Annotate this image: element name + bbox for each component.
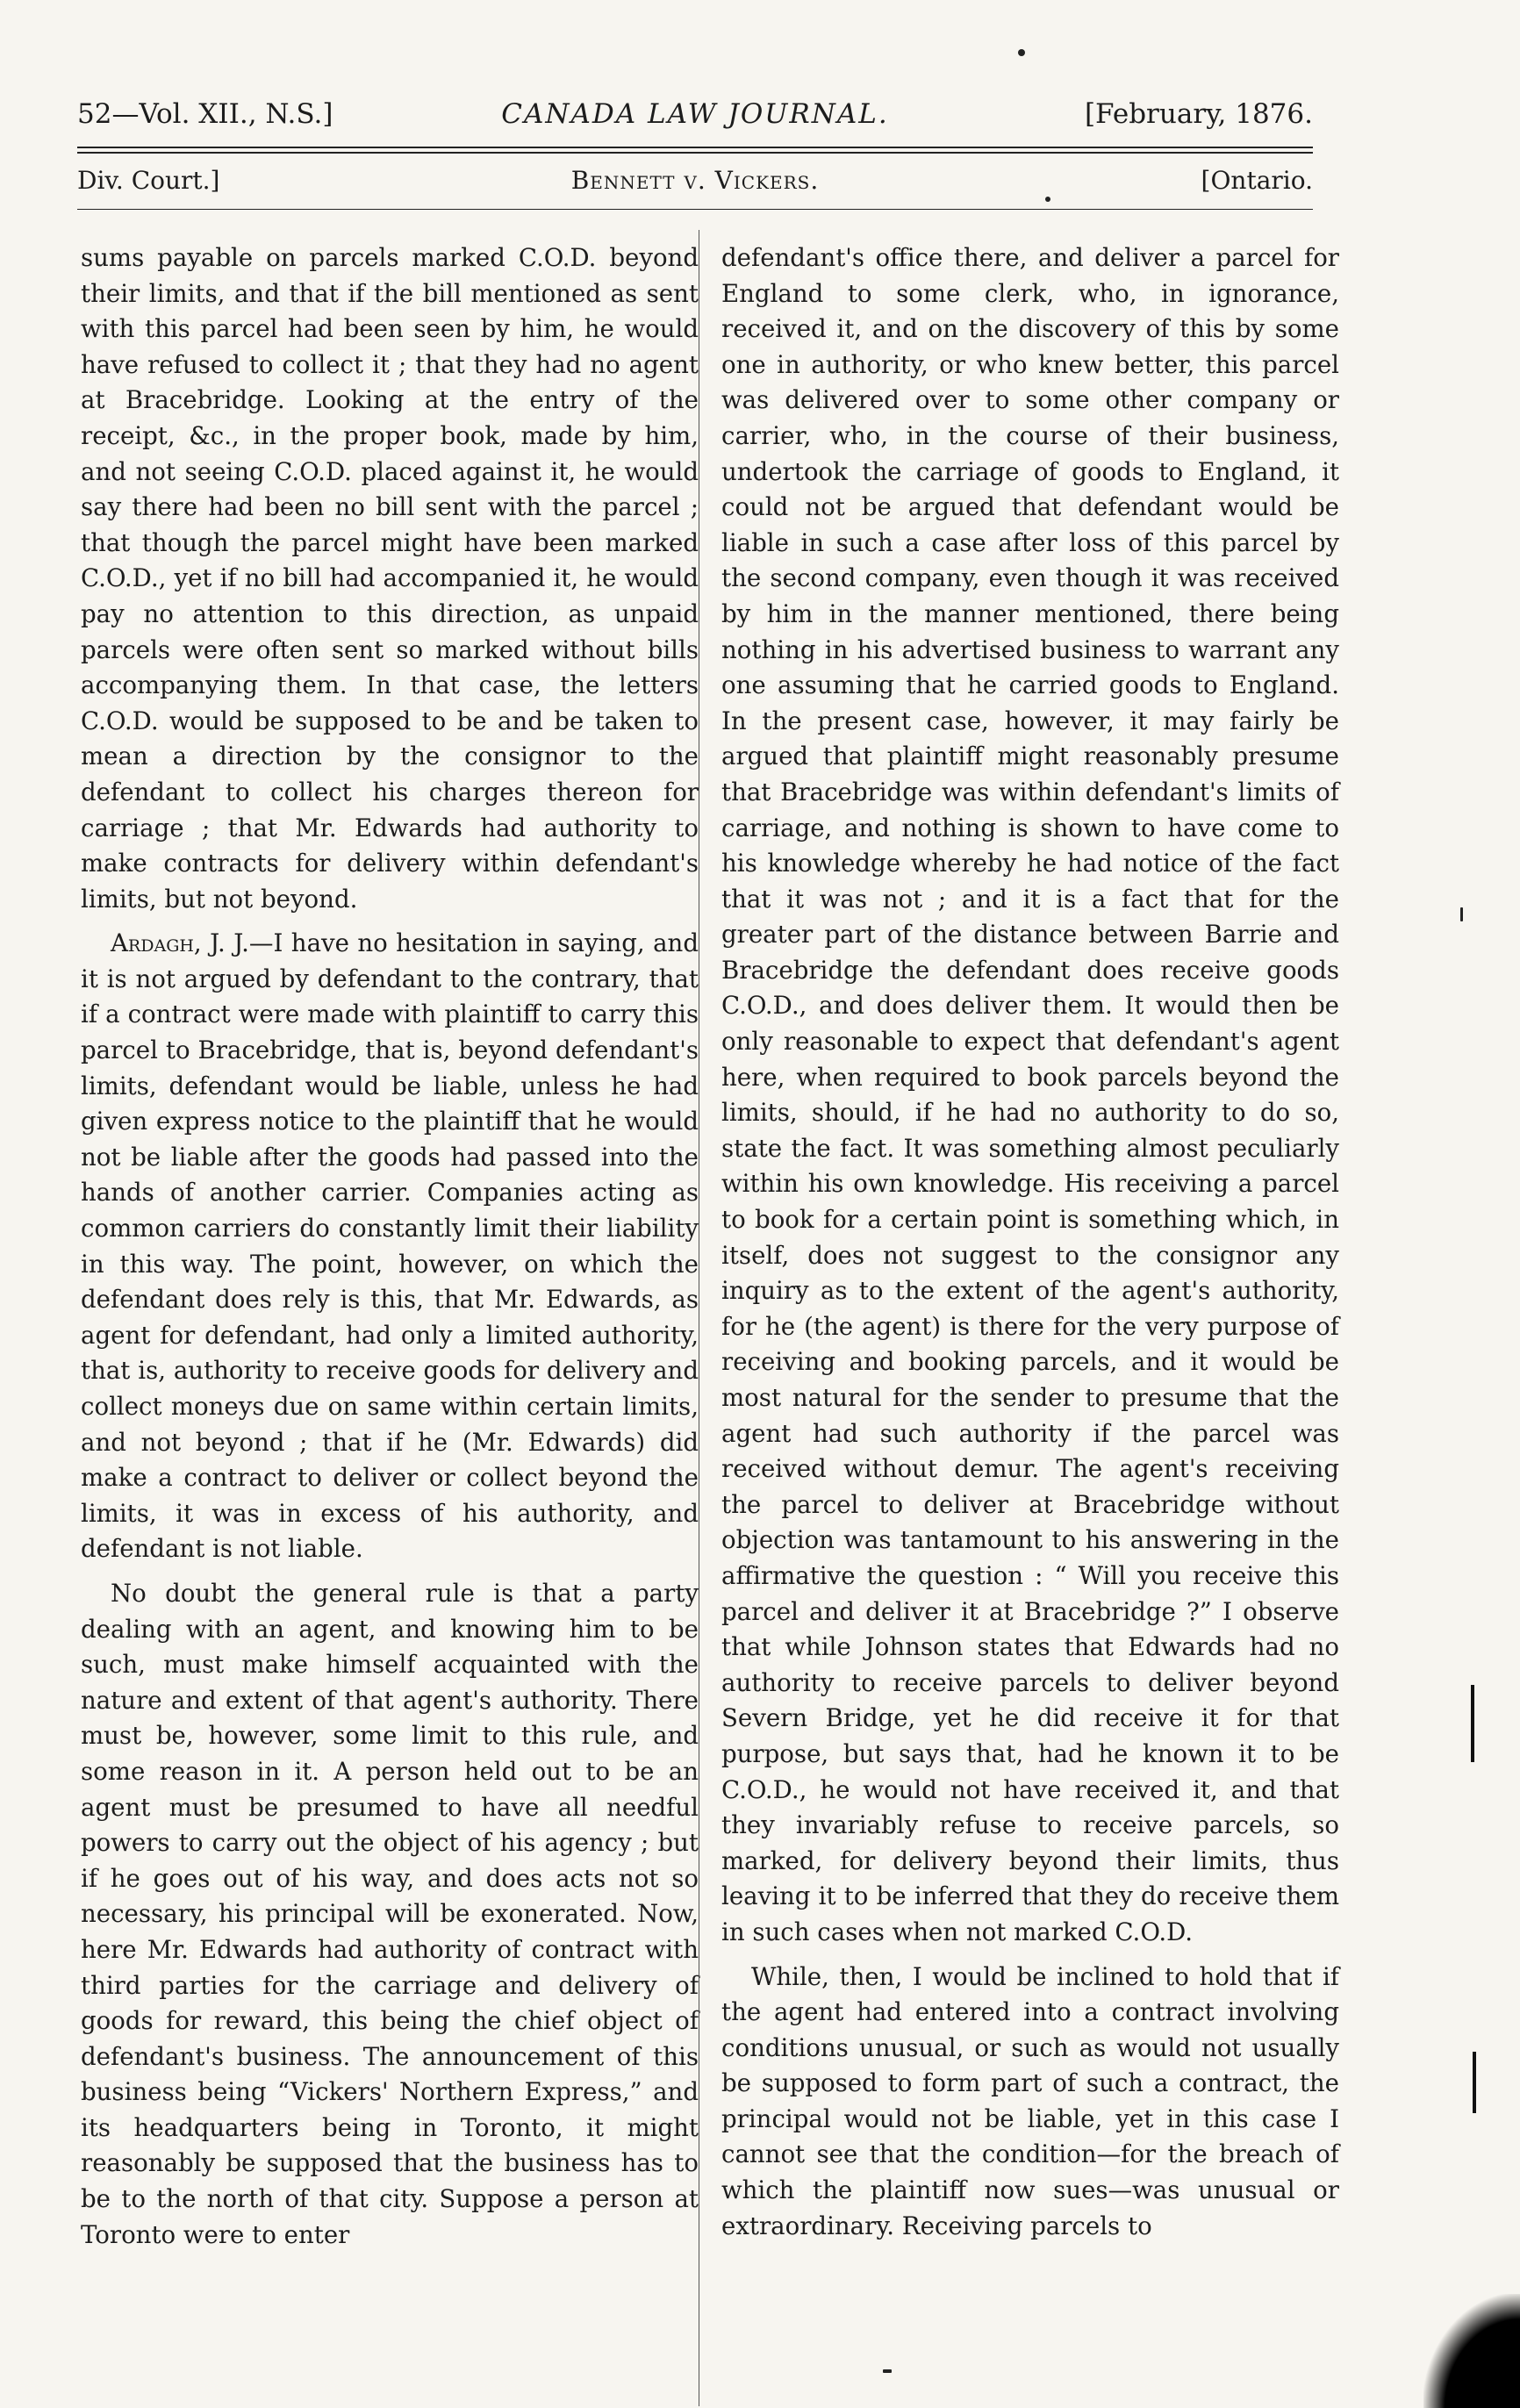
paragraph: While, then, I would be inclined to hold that if the agent had entered into a contract involving conditions unusual, or such as would not usually be supposed to form part of such a contract, the principal would not be liable, yet in this case I cannot see that the condition—for the breach of which the plaintiff now sues—was unusual or extraordinary. Receiving parcels to bbox=[721, 1961, 1339, 2240]
paragraph-text: —I have no hesitation in saying, and it is not argued by defendant to the contrary, that if a contract were made with plaintiff to carry this parcel to Bracebridge, that is, beyond defendant's limits, defendant would be liable, unless he had given express notice to the plaintiff that he would not be liable after the goods had passed into the hands of another carrier. Companies acting as common carriers do constantly limit their liability in this way. The point, however, on which the defendant does rely is this, that Mr. Edwards, as agent for defendant, had only a limited authority, that is, authority to receive goods for delivery and collect moneys due on same within certain limits, and not beyond ; that if he (Mr. Edwards) did make a contract to deliver or collect beyond the limits, it was in excess of his authority, and defendant is not liable. bbox=[81, 928, 699, 1564]
case-header-rule bbox=[77, 209, 1313, 210]
scan-speck bbox=[1018, 49, 1025, 56]
case-header bbox=[77, 156, 1313, 205]
judge-name: Ardagh, J. J. bbox=[111, 928, 249, 958]
scan-speck bbox=[1045, 197, 1050, 202]
paragraph: No doubt the general rule is that a party dealing with an agent, and knowing him to be such, must make himself acquainted with the nature and extent of that agent's authority. There must be, however, some limit to this rule, and some reason in it. A person held out to be an agent must be presumed to have all needful powers to carry out the object of his agency ; but if he goes out of his way, and does acts not so necessary, his principal will be exonerated. Now, here Mr. Edwards had authority of contract with third parties for the carriage and delivery of goods for reward, this being the chief object of defendant's business. The announcement of this business being “Vickers' Northern Express,” and its headquarters being in Toronto, it might reasonably be supposed that the business has to be to the north of that city. Suppose a person at Toronto were to enter bbox=[81, 1578, 699, 2249]
paragraph-ardagh bbox=[81, 926, 699, 1567]
province-label: [Ontario. bbox=[1201, 166, 1313, 195]
scan-corner-shadow bbox=[1423, 2294, 1520, 2408]
page-volume: 52—Vol. XII., N.S.] bbox=[77, 98, 333, 130]
case-name: Bennett v. Vickers. bbox=[570, 166, 820, 195]
court-label: Div. Court.] bbox=[77, 166, 220, 195]
issue-date: [February, 1876. bbox=[1084, 98, 1313, 130]
scan-mark bbox=[1473, 2052, 1476, 2113]
running-header bbox=[77, 88, 1313, 140]
paragraph: defendant's office there, and deliver a parcel for England to some clerk, who, in ignorance, received it, and on the discovery of this by some one in authority, or who knew better, this parcel was delivered over to some other company or carrier, who, in the course of their business, undertook the carriage of goods to England, it could not be argued that defendant would be liable in such a case after loss of this parcel by the second company, even though it was received by him in the manner mentioned, there being nothing in his advertised business to warrant any one assuming that he carried goods to England. In the present case, however, it may fairly be argued that plaintiff might reasonably presume that Bracebridge was within defendant's limits of carriage, and nothing is shown to have come to his knowledge whereby he had notice of the fact that it was not ; and it is a fact that for the greater part of the distance between Barrie and Bracebridge the defendant does receive goods C.O.D., and does deliver them. It would then be only reasonable to expect that defendant's agent here, when required to book parcels beyond the limits, should, if he had no authority to do so, state the fact. It was something almost peculiarly within his own knowledge. His receiving a parcel to book for a certain point is something which, in itself, does not suggest to the consignor any inquiry as to the extent of the agent's authority, for he (the agent) is there for the very purpose of receiving and booking parcels, and it would be most natural for the sender to presume that the agent had such authority if the parcel was received without demur. The agent's receiving the parcel to deliver at Bracebridge without objection was tantamount to his answering in the affirmative the question : “ Will you receive this parcel and deliver it at Bracebridge ?” I observe that while Johnson states that Edwards had no authority to receive parcels to deliver beyond Severn Bridge, yet he did receive it for that purpose, but says that, had he known it to be C.O.D., he would not have received it, and that they invariably refuse to receive parcels, so marked, for delivery beyond their limits, thus leaving it to be inferred that they do receive them in such cases when not marked C.O.D. bbox=[721, 243, 1339, 1946]
scan-speck bbox=[883, 2369, 892, 2373]
journal-title: CANADA LAW JOURNAL. bbox=[501, 98, 889, 130]
left-column bbox=[81, 240, 699, 2253]
scan-speck bbox=[1460, 907, 1463, 921]
scan-mark bbox=[1471, 1685, 1474, 1762]
right-column bbox=[721, 240, 1339, 2244]
paragraph: sums payable on parcels marked C.O.D. beyond their limits, and that if the bill mentioned as sent with this parcel had been seen by him, he would have refused to collect it ; that they had no agent at Bracebridge. Looking at the entry of the receipt, &c., in the proper book, made by him, and not seeing C.O.D. placed against it, he would say there had been no bill sent with the parcel ; that though the parcel might have been marked C.O.D., yet if no bill had accompanied it, he would pay no attention to this direction, as unpaid parcels were often sent so marked without bills accompanying them. In that case, the letters C.O.D. would be supposed to be and be taken to mean a direction by the consignor to the defendant to collect his charges thereon for carriage ; that Mr. Edwards had authority to make contracts for delivery within defendant's limits, but not beyond. bbox=[81, 243, 699, 914]
header-rule-top bbox=[77, 147, 1313, 148]
header-rule-bottom bbox=[77, 152, 1313, 154]
